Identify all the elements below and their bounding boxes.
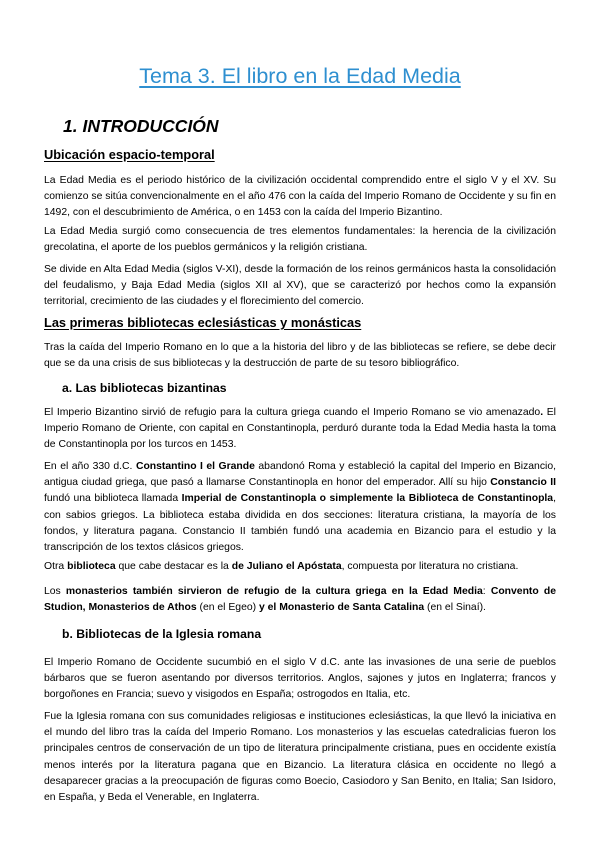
paragraph-imperio-occidente: El Imperio Romano de Occidente sucumbió en el siglo V d.C. ante las invasiones de una serie de pueblos bárbaros que se fueron asentando por diversos territorios. Anglos, sajones y jutos en Inglaterra; francos y borgoñones en Francia; suevo y visigodos en España; ostrogodos en Italia, etc.	[44, 657, 556, 701]
page-title: Tema 3. El libro en la Edad Media	[139, 64, 461, 88]
subheading-iglesia-romana: b. Bibliotecas de la Iglesia romana	[62, 627, 262, 641]
subheading-primeras-bibliotecas: Las primeras bibliotecas eclesiásticas y monásticas	[44, 315, 362, 330]
paragraph-juliano: Otra biblioteca que cabe destacar es la de Juliano el Apóstata, compuesta por literatura no cristiana.	[44, 561, 519, 572]
subheading-ubicacion: Ubicación espacio-temporal	[44, 147, 215, 162]
paragraph-edad-media-periodo: La Edad Media es el periodo histórico de la civilización occidental comprendido entre el siglo V y el XV. Su comienzo se sitúa convencionalmente en el año 476 con la caída del Imperio Romano de Occidente y su fin en 1492, con el descubrimiento de América, o en 1453 con la caída del Imperio Bizantino.	[44, 175, 556, 219]
paragraph-edad-media-origen: La Edad Media surgió como consecuencia de tres elementos fundamentales: la herencia de la civilización grecolatina, el aporte de los pueblos germánicos y la religión cristiana.	[44, 226, 556, 254]
section-heading-introduccion: 1. INTRODUCCIÓN	[63, 116, 219, 136]
subheading-bibliotecas-bizantinas: a. Las bibliotecas bizantinas	[62, 381, 227, 395]
paragraph-edad-media-division: Se divide en Alta Edad Media (siglos V-XI), desde la formación de los reinos germánicos hasta la consolidación del feudalismo, y Baja Edad Media (siglos XII al XV), que se caracterizó por hechos como la expansión territorial, crecimiento de las ciudades y el florecimiento del comercio.	[44, 264, 556, 308]
paragraph-crisis-bibliotecas: Tras la caída del Imperio Romano en lo que a la historia del libro y de las bibliotecas se refiere, se debe decir que se da una crisis de sus bibliotecas y la destrucción de parte de su tesoro bibliográfico.	[44, 342, 556, 370]
paragraph-imperio-bizantino: El Imperio Bizantino sirvió de refugio para la cultura griega cuando el Imperio Romano se vio amenazado. El Imperio Romano de Oriente, con capital en Constantinopla, perduró durante toda la Edad Media hasta la toma de Constantinopla por los turcos en 1453.	[44, 407, 556, 451]
paragraph-iglesia-romana: Fue la Iglesia romana con sus comunidades religiosas e instituciones eclesiásticas, la que llevó la iniciativa en el mundo del libro tras la caída del Imperio Romano. Los monasterios y las escuelas catedralicias fueron los principales centros de conservación de un tipo de literatura principalmente cristiana, pues en occidente existía menos interés por la literatura pagana que en Bizancio. La literatura clásica en occidente no llegó a desaparecer gracias a la preocupación de figuras como Boecio, Casiodoro y San Benito, en Italia; San Isidoro, en España, y Beda el Venerable, en Inglaterra.	[44, 711, 556, 804]
paragraph-monasterios: Los monasterios también sirvieron de refugio de la cultura griega en la Edad Media: Convento de Studion, Monasterios de Athos (en el Egeo) y el Monasterio de Santa Catalina (en el Sinaí).	[44, 586, 556, 614]
paragraph-constantinopla: En el año 330 d.C. Constantino I el Grande abandonó Roma y estableció la capital del Imperio en Bizancio, antigua ciudad griega, que pasó a llamarse Constantinopla en honor del emperador. Allí su hijo Constancio II fundó una biblioteca llamada Imperial de Constantinopla o simplemente la Biblioteca de Constantinopla, con sabios griegos. La biblioteca estaba dividida en dos secciones: literatura cristiana, la mayoría de los fondos, y literatura pagana. Constancio II también fundó una academia en Bizancio para el estudio y la transcripción de los textos clásicos griegos.	[44, 461, 557, 554]
